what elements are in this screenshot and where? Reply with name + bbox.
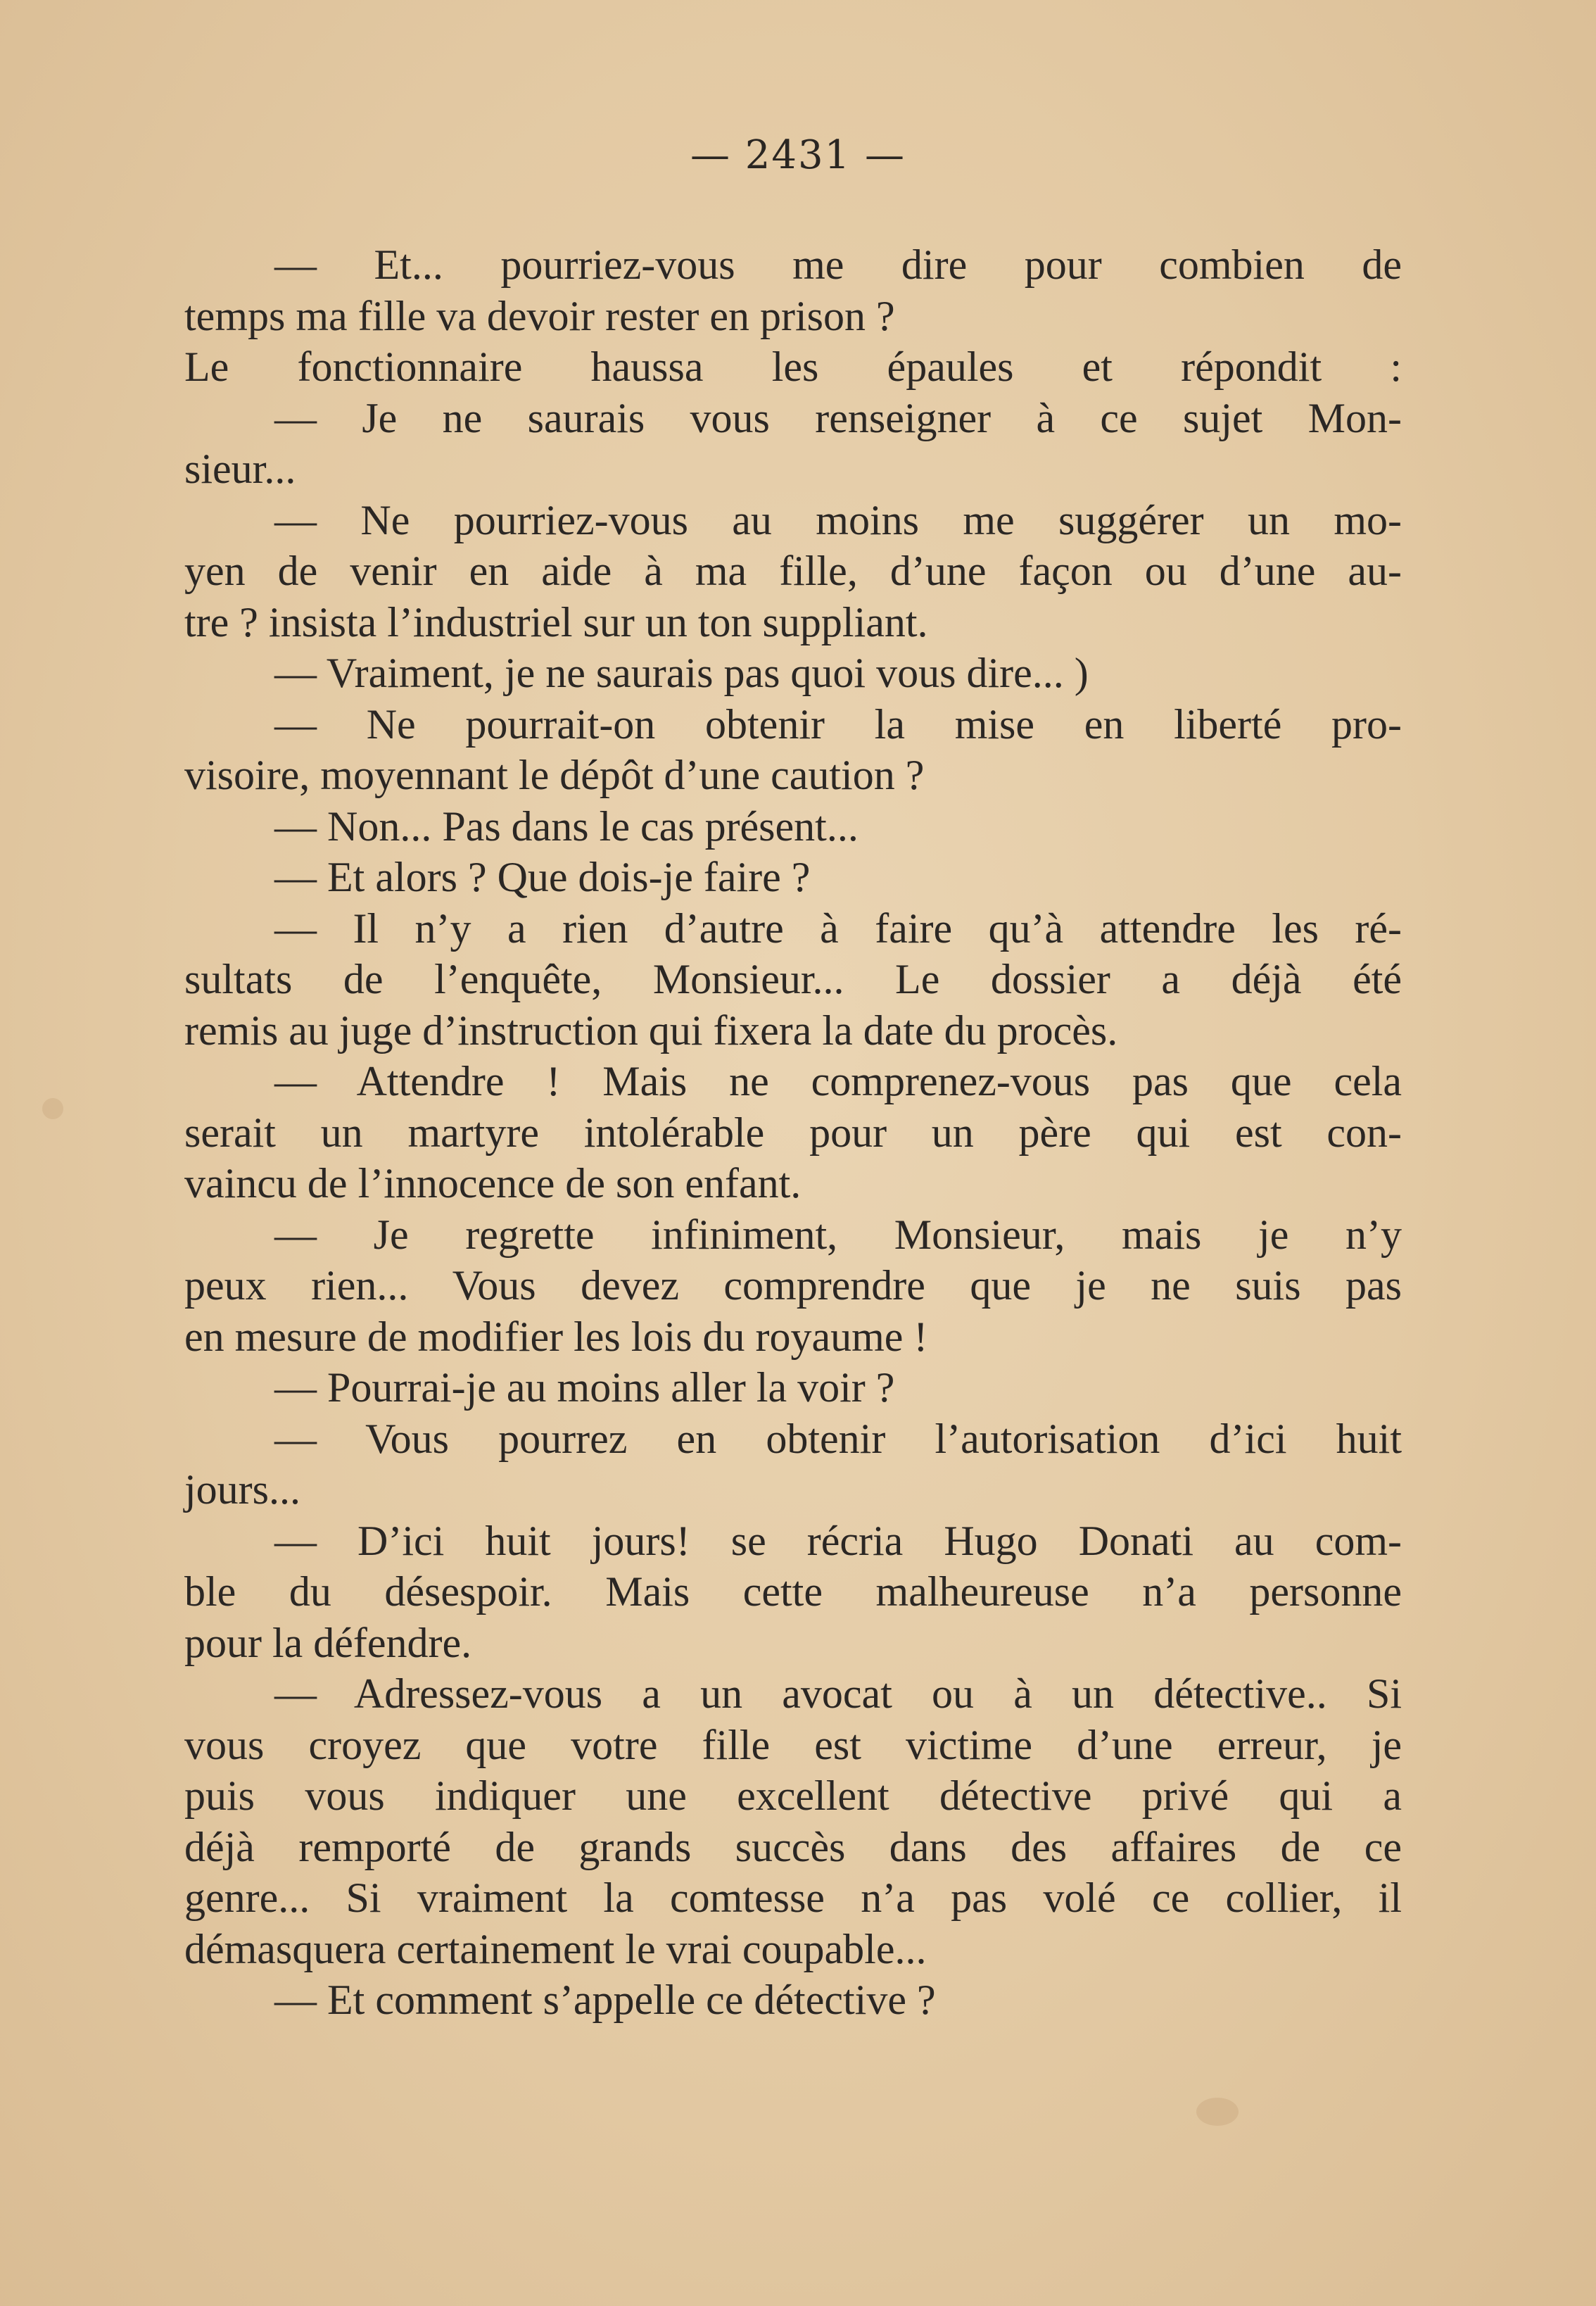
- text-line: Le fonctionnaire haussa les épaules et répondit :: [184, 344, 1402, 390]
- text-line: déjà remporté de grands succès dans des affaires de ce: [184, 1823, 1402, 1870]
- text-line: — Ne pourrait-on obtenir la mise en liberté pro-: [274, 700, 1402, 748]
- text-line: en mesure de modifier les lois du royaume !: [184, 1313, 928, 1360]
- paper-stain: [1196, 2098, 1239, 2126]
- text-line: remis au juge d’instruction qui fixera la date du procès.: [184, 1007, 1118, 1054]
- text-line: — Je regrette infiniment, Monsieur, mais je n’y: [274, 1211, 1402, 1258]
- text-line: — Vraiment, je ne saurais pas quoi vous dire... ): [274, 650, 1089, 696]
- text-line: — Et comment s’appelle ce détective ?: [274, 1977, 936, 2023]
- text-line: vaincu de l’innocence de son enfant.: [184, 1160, 802, 1206]
- text-line: démasquera certainement le vrai coupable...: [184, 1925, 927, 1972]
- text-line: yen de venir en aide à ma fille, d’une façon ou d’une au-: [184, 548, 1402, 594]
- text-line: serait un martyre intolérable pour un père qui est con-: [184, 1109, 1402, 1156]
- text-line: — Ne pourriez-vous au moins me suggérer un mo-: [274, 496, 1402, 543]
- text-line: — Pourrai-je au moins aller la voir ?: [274, 1364, 895, 1411]
- text-line: ble du désespoir. Mais cette malheureuse n’a personne: [184, 1568, 1402, 1615]
- text-line: — D’ici huit jours! se récria Hugo Donati au com-: [274, 1517, 1402, 1564]
- text-line: jours...: [184, 1466, 300, 1513]
- text-line: sultats de l’enquête, Monsieur... Le dossier a déjà été: [184, 956, 1402, 1002]
- text-line: peux rien... Vous devez comprendre que je ne suis pas: [184, 1262, 1402, 1309]
- text-line: visoire, moyennant le dépôt d’une caution ?: [184, 752, 925, 798]
- text-line: — Non... Pas dans le cas présent...: [274, 802, 859, 850]
- text-line: — Il n’y a rien d’autre à faire qu’à attendre les ré-: [274, 905, 1402, 952]
- text-line: — Et alors ? Que dois-je faire ?: [274, 854, 811, 900]
- text-line: — Attendre ! Mais ne comprenez-vous pas que cela: [274, 1058, 1402, 1104]
- text-line: sieur...: [184, 446, 296, 492]
- text-line: puis vous indiquer une excellent détective privé qui a: [184, 1772, 1402, 1819]
- text-line: genre... Si vraiment la comtesse n’a pas volé ce collier, il: [184, 1875, 1402, 1921]
- text-line: tre ? insista l’industriel sur un ton suppliant.: [184, 598, 928, 645]
- text-line: vous croyez que votre fille est victime d’une erreur, je: [184, 1721, 1402, 1768]
- page-number: — 2431 —: [690, 132, 906, 178]
- text-line: temps ma fille va devoir rester en prison ?: [184, 292, 895, 339]
- body-text: [184, 239, 1402, 2026]
- text-line: — Et... pourriez-vous me dire pour combien de: [274, 241, 1402, 288]
- text-line: — Vous pourrez en obtenir l’autorisation d’ici huit: [274, 1415, 1402, 1462]
- text-line: — Adressez-vous a un avocat ou à un détective.. Si: [274, 1670, 1402, 1717]
- paper-stain: [42, 1098, 63, 1119]
- text-line: pour la défendre.: [184, 1619, 472, 1666]
- text-line: — Je ne saurais vous renseigner à ce sujet Mon-: [274, 394, 1402, 441]
